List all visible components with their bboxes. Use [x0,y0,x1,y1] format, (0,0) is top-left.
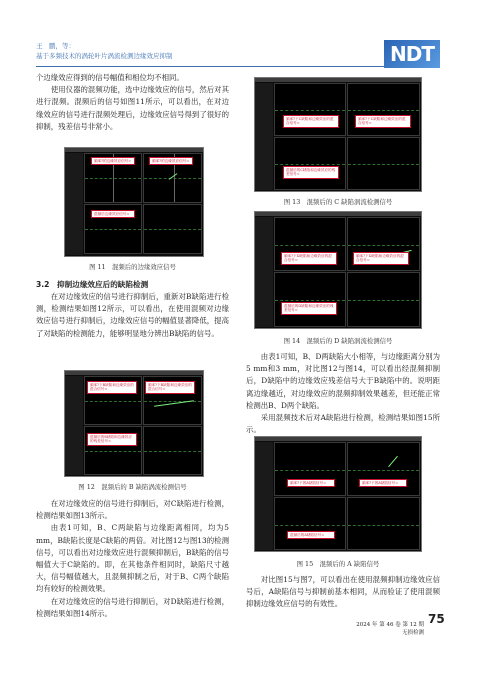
scope-pane [347,137,420,190]
figure-14 [254,211,422,329]
scope-pane [274,272,346,327]
figure-annotation: 频率?下C缺陷和边缘效应的混合信号= [355,115,411,128]
window-titlebar [255,78,421,82]
paragraph: 对比图15与图7，可以看出在使用混频抑制边缘效应信号后，A缺陷信号与抑制前基本相同，从而验证了使用混频抑制边缘效应信号的有效性。 [246,575,440,609]
figure-annotation: 混频后的A缺陷信号= [287,531,335,539]
right-text-bottom [246,574,440,611]
figure-11 [64,147,204,257]
section-heading: 3.2 抑制边缘效应后的缺陷检测 [36,280,149,289]
scope-pane [347,83,420,136]
figure-12 [64,370,204,477]
paragraph: 由表1可知，B、D两缺陷大小相等，与边缘距离分别为5 mm和3 mm，对比图12与图14，可以看出经混频抑制后，D缺陷中的边缘效应残差信号大于B缺陷中的。说明距离边缘越近，对边缘效应的混频抑制效果越差，但还能正常检测出B、D两个缺陷。 [246,352,440,410]
scope-pane [274,137,346,190]
figure-annotation: 频率?下的A缺陷信号= [287,479,335,487]
figure-annotation: 频率?下的A缺陷信号= [359,479,407,487]
side-panel [65,376,83,475]
header-rule [36,66,396,67]
right-text-mid [246,351,440,436]
side-panel [255,83,273,190]
paragraph: 由表1可知，B、C两缺陷与边缘距离相同，均为5 mm，B缺陷长度是C缺陷的两倍。对比图12与图13的检测信号，可以看出对边缘效应进行混频抑制后，B缺陷的信号幅值大于C缺陷的。即，在其他条件相同时，缺陷尺寸越大，信号幅值越大，且混频抑制之后，对于B、C两个缺陷均有较好的检测效果。 [36,523,229,594]
figure-annotation: 混频后边缘效应信号= [91,210,135,218]
scope-pane [143,204,202,254]
left-text-bottom [36,498,229,620]
figure-annotation: 频率?下B缺陷和边缘效应的混合信号= [87,381,137,394]
figure-15-caption: 图 15 混频后的 A 缺陷信号 [296,560,380,568]
figure-14-caption: 图 14 混频后的 D 缺陷涡流检测信号 [283,337,393,345]
figure-11-caption: 图 11 混频后的边缘效应信号 [89,263,176,271]
figure-15 [254,436,422,552]
figure-12-caption: 图 12 混频后的 B 缺陷涡流检测信号 [78,483,187,491]
left-text-top [36,72,229,133]
header-title: 基于多频技术的涡轮叶片涡流检测边缘效应抑制 [36,52,173,60]
figure-13 [254,77,422,192]
side-panel [255,217,273,327]
figure-annotation: 混频后的B缺陷和边缘效应的残差信号= [87,433,137,446]
figure-annotation: 频率?下D缺陷和边缘效应的混合信号= [353,252,409,265]
scope-pane [347,272,420,327]
left-text-mid [36,291,229,340]
page-number: 75 [428,612,445,626]
figure-annotation: 混频后的C缺陷和边缘效应的残差信号= [283,166,339,179]
window-titlebar [255,212,421,216]
issue-info: 2024 年 第 46 卷 第 12 期 [356,622,424,628]
journal-info [340,621,424,637]
figure-13-caption: 图 13 混频后的 C 缺陷涡流检测信号 [283,198,393,206]
scope-pane [274,83,346,136]
side-panel [65,153,83,255]
figure-annotation: 混频后的D缺陷和边缘效应的残差信号= [281,302,337,315]
figure-annotation: 频率?的边缘效应信号= [149,157,193,165]
figure-annotation: 频率?下D缺陷和边缘效应的混合信号= [281,252,337,265]
journal-name: 无损检测 [401,630,424,636]
scope-pane [347,442,420,496]
scope-pane [347,497,420,550]
paragraph: 在对边缘效应的信号进行抑制后，重新对B缺陷进行检测，检测结果如图12所示，可以看出，在使用混频对边缘效应信号进行抑制后，边缘效应信号的幅值显著降低，提高了对缺陷的检测能力，能够明显地分辨出B缺陷的信号。 [36,292,229,338]
paragraph: 在对边缘效应的信号进行抑制后，对D缺陷进行检测，检测结果如图14所示。 [36,596,229,618]
paragraph: 在对边缘效应的信号进行抑制后，对C缺陷进行检测，检测结果如图13所示。 [36,499,229,521]
paragraph: 采用混频技术后对A缺陷进行检测，检测结果如图15所示。 [246,413,440,435]
side-panel [255,442,273,550]
window-titlebar [65,148,203,152]
scope-pane [274,442,346,496]
paragraph: 使用仪器的混频功能，选中边缘效应的信号，然后对其进行混频。混频后的信号如图11所示，可以看出，在对边缘效应的信号进行混频处理后，边缘效应信号得到了很好的抑制，残差信号非常小。 [36,85,229,131]
window-titlebar [65,371,203,375]
header-authors: 王 鹏，等： [36,42,75,50]
figure-annotation: 频率?下C缺陷和边缘效应的混合信号= [283,115,339,128]
paragraph: 个边缘效应得到的信号幅值和相位均不相同。 [36,73,184,82]
journal-logo: NDT [384,40,440,68]
window-titlebar [255,437,421,441]
scope-pane [143,426,202,475]
figure-annotation: 频率?的边缘效应信号= [91,157,135,165]
running-header [36,41,173,61]
figure-annotation: 频率?下B缺陷和边缘效应的混合信号= [145,381,195,394]
scope-pane [274,497,346,550]
